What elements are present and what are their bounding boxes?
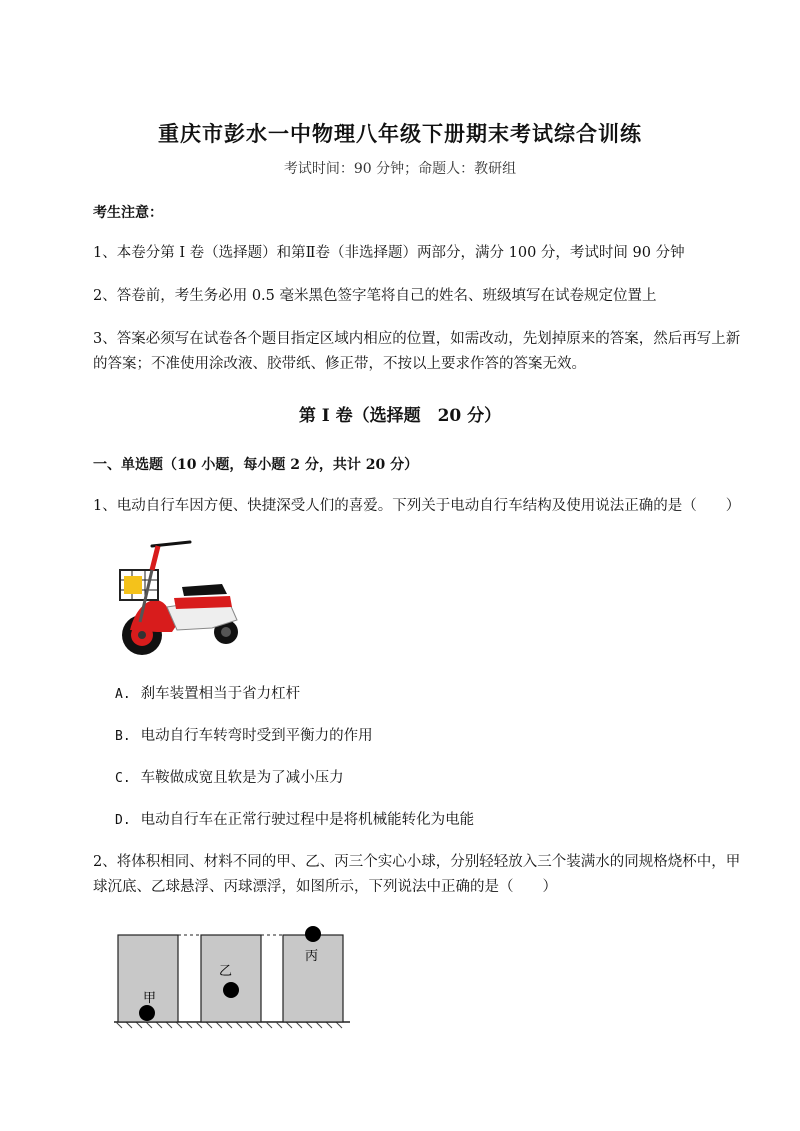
- label-jia: 甲: [143, 991, 157, 1006]
- ball-bing: [305, 926, 321, 942]
- label-yi: 乙: [219, 964, 233, 979]
- page-title: 重庆市彭水一中物理八年级下册期末考试综合训练: [158, 121, 642, 146]
- option-1d[interactable]: [115, 808, 474, 829]
- notice-item-2: 2、答卷前，考生务必用 0.5 毫米黑色签字笔将自己的姓名、班级填写在试卷规定位置上: [93, 288, 657, 304]
- notice-item-3: 3、答案必须写在试卷各个题目指定区域内相应的位置，如需改动，先划掉原来的答案，然后再写上新: [93, 331, 741, 347]
- question-2-text-line-2: 球沉底、乙球悬浮、丙球漂浮，如图所示，下列说法中正确的是（ ）: [93, 879, 557, 895]
- option-letter: A.: [115, 687, 131, 702]
- exam-info: 考试时间：90 分钟；命题人：教研组: [283, 161, 517, 177]
- option-letter: B.: [115, 729, 131, 744]
- option-1a[interactable]: [115, 682, 300, 703]
- question-1-text: 1、电动自行车因方便、快捷深受人们的喜爱。下列关于电动自行车结构及使用说法正确的是（ ）: [93, 498, 741, 514]
- option-text: 电动自行车在正常行驶过程中是将机械能转化为电能: [140, 812, 475, 828]
- part-heading: 一、单选题（10 小题，每小题 2 分，共计 20 分）: [93, 457, 419, 473]
- beakers-figure: [112, 920, 352, 1030]
- ball-jia: [139, 1005, 155, 1021]
- option-1c[interactable]: [115, 766, 344, 787]
- ball-yi: [223, 982, 239, 998]
- option-1b[interactable]: [115, 724, 373, 745]
- label-bing: 丙: [305, 949, 319, 964]
- section-title: 第 I 卷（选择题 20 分）: [298, 406, 502, 426]
- notice-item-1: 1、本卷分第 I 卷（选择题）和第Ⅱ卷（非选择题）两部分，满分 100 分，考试时间 90 分钟: [93, 245, 685, 261]
- ebike-image: [112, 532, 247, 660]
- option-text: 车鞍做成宽且软是为了减小压力: [140, 770, 344, 786]
- notice-heading: 考生注意：: [93, 205, 163, 221]
- option-text: 电动自行车转弯时受到平衡力的作用: [140, 728, 373, 744]
- notice-item-3-cont: 的答案；不准使用涂改液、胶带纸、修正带，不按以上要求作答的答案无效。: [93, 356, 586, 372]
- question-2-text-line-1: 2、将体积相同、材料不同的甲、乙、丙三个实心小球，分别轻轻放入三个装满水的同规格烧杯中，甲: [93, 854, 741, 870]
- option-letter: C.: [115, 771, 131, 786]
- option-text: 刹车装置相当于省力杠杆: [140, 686, 301, 702]
- option-letter: D.: [115, 813, 131, 828]
